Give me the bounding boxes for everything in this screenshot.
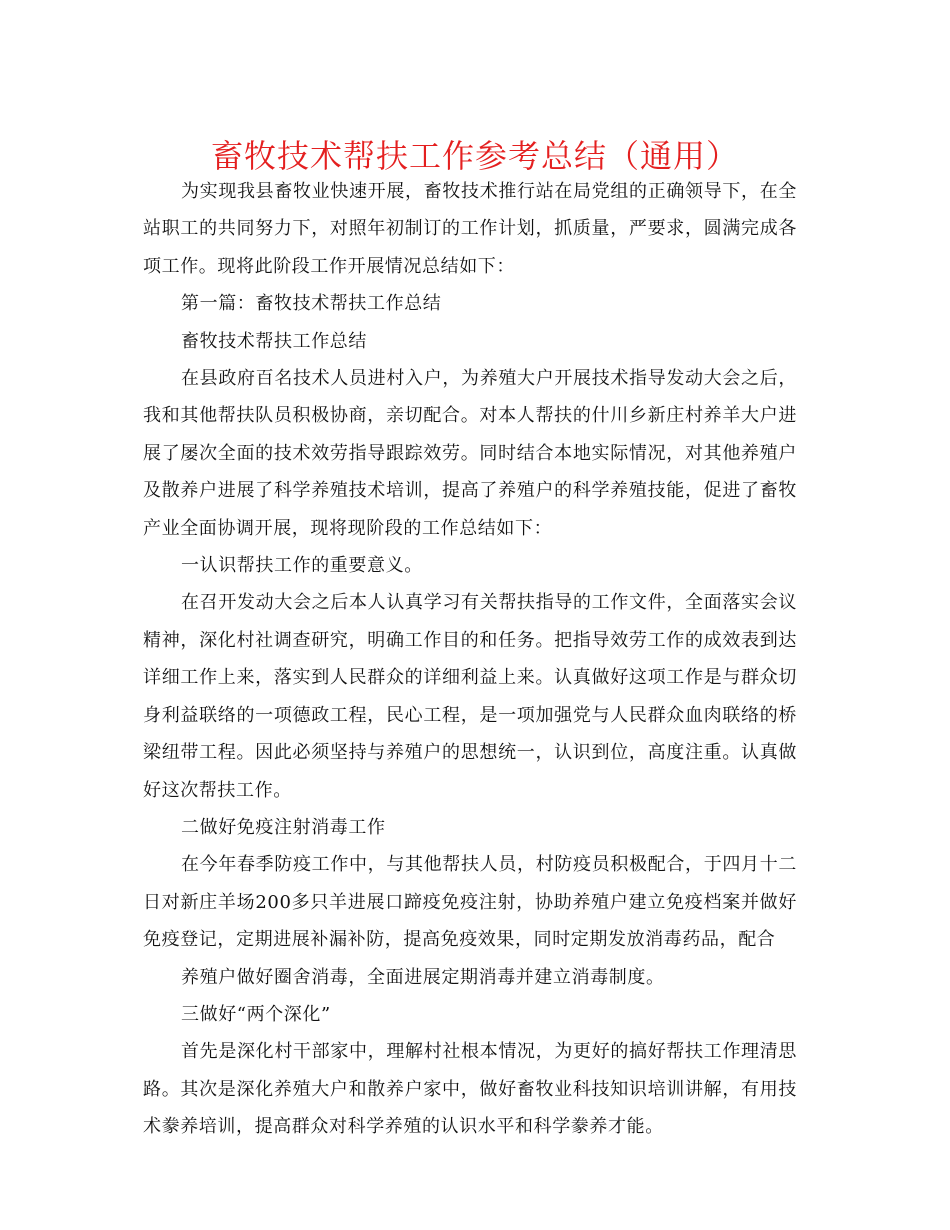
paragraph-section-2: 在今年春季防疫工作中，与其他帮扶人员，村防疫员积极配合，于四月十二日对新庄羊场200多只羊进展口蹄疫免疫注射，协助养殖户建立免疫档案并做好免疫登记，定期进展补漏补防，提高免疫效果，同时定期发放消毒药品，配合 — [143, 854, 797, 951]
section-heading-2: 二做好免疫注射消毒工作 — [181, 816, 386, 838]
paragraph-section-3: 首先是深化村干部家中，理解村社根本情况，为更好的搞好帮扶工作理清思路。其次是深化养殖大户和散养户家中，做好畜牧业科技知识培训讲解，有用技术豢养培训，提高群众对科学养殖的认识水平和科学豢养才能。 — [143, 1041, 797, 1138]
paragraph-subtitle: 畜牧技术帮扶工作总结 — [181, 330, 367, 352]
paragraph-intro: 为实现我县畜牧业快速开展，畜牧技术推行站在局党组的正确领导下，在全站职工的共同努力下，对照年初制订的工作计划，抓质量，严要求，圆满完成各项工作。现将此阶段工作开展情况总结如下： — [143, 181, 797, 277]
paragraph-part-heading: 第一篇：畜牧技术帮扶工作总结 — [181, 293, 442, 315]
document-title: 畜牧技术帮扶工作参考总结（通用） — [210, 137, 739, 175]
paragraph-overview: 在县政府百名技术人员进村入户，为养殖大户开展技术指导发动大会之后，我和其他帮扶队员积极协商，亲切配合。对本人帮扶的什川乡新庄村养羊大户进展了屡次全面的技术效劳指导跟踪效劳。同时结合本地实际情况，对其他养殖户及散养户进展了科学养殖技术培训，提高了养殖户的科学养殖技能，促进了畜牧产业全面协调开展，现将现阶段的工作总结如下： — [143, 368, 797, 539]
paragraph-section-2-cont: 养殖户做好圈舍消毒，全面进展定期消毒并建立消毒制度。 — [181, 966, 665, 988]
document-body — [143, 173, 797, 1146]
paragraph-section-1: 在召开发动大会之后本人认真学习有关帮扶指导的工作文件，全面落实会议精神，深化村社调查研究，明确工作目的和任务。把指导效劳工作的成效表到达详细工作上来，落实到人民群众的详细利益上来。认真做好这项工作是与群众切身利益联络的一项德政工程，民心工程，是一项加强党与人民群众血肉联络的桥梁纽带工程。因此必须坚持与养殖户的思想统一，认识到位，高度注重。认真做好这次帮扶工作。 — [143, 592, 797, 801]
section-heading-3: 三做好“两个深化” — [181, 1003, 331, 1025]
section-heading-1: 一认识帮扶工作的重要意义。 — [181, 555, 423, 577]
